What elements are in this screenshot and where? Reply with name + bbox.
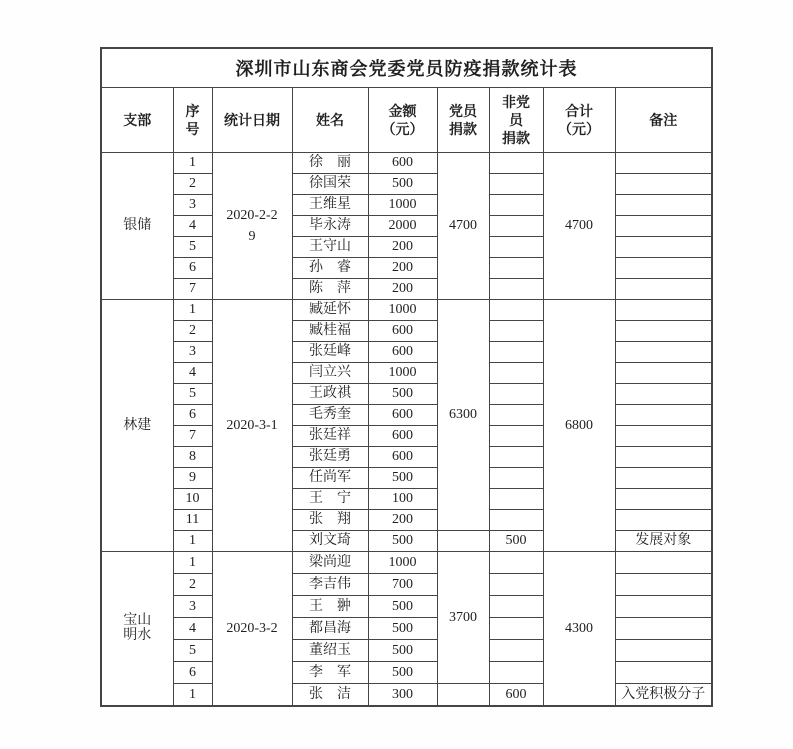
- col-header-non-party-donation: 非党 员 捐款: [489, 88, 543, 153]
- date-value: 2020-3-1: [226, 418, 278, 433]
- page-title: 深圳市山东商会党委党员防疫捐款统计表: [101, 48, 712, 88]
- col-header-name: 姓名: [292, 88, 368, 153]
- table-row: [101, 640, 712, 662]
- seq-cell: 4: [173, 363, 212, 384]
- amount-cell: 200: [368, 279, 437, 300]
- table-row: [101, 489, 712, 510]
- non-party-donation-cell: 500: [489, 531, 543, 552]
- donation-table: [100, 47, 713, 707]
- branch-cell: 银储: [101, 153, 173, 300]
- non-party-donation-cell: [489, 174, 543, 195]
- remark-cell: [615, 195, 712, 216]
- name-cell: 董绍玉: [292, 640, 368, 662]
- seq-cell: 6: [173, 258, 212, 279]
- branch-cell: 宝山 明水: [101, 552, 173, 706]
- col-header-branch: 支部: [101, 88, 173, 153]
- seq-cell: 11: [173, 510, 212, 531]
- remark-cell: [615, 468, 712, 489]
- seq-cell: 1: [173, 531, 212, 552]
- name-cell: 李吉伟: [292, 574, 368, 596]
- table-row: [101, 426, 712, 447]
- name-cell: 任尚军: [292, 468, 368, 489]
- party-donation-cell: [437, 684, 489, 706]
- table-row: [101, 237, 712, 258]
- table-row: [101, 531, 712, 552]
- seq-cell: 2: [173, 321, 212, 342]
- remark-cell: [615, 279, 712, 300]
- table-row: [101, 405, 712, 426]
- branch-cell: 林建: [101, 300, 173, 552]
- name-cell: 王维星: [292, 195, 368, 216]
- remark-cell: [615, 321, 712, 342]
- non-party-donation-cell: [489, 258, 543, 279]
- total-cell: 4300: [543, 552, 615, 706]
- amount-cell: 500: [368, 531, 437, 552]
- non-party-donation-cell: [489, 662, 543, 684]
- remark-cell: [615, 363, 712, 384]
- seq-cell: 1: [173, 153, 212, 174]
- col-header-date: 统计日期: [212, 88, 292, 153]
- non-party-donation-cell: [489, 489, 543, 510]
- title-row: [101, 48, 712, 88]
- party-donation-cell: 4700: [437, 153, 489, 300]
- seq-cell: 5: [173, 237, 212, 258]
- header-row: [101, 88, 712, 153]
- non-party-donation-cell: [489, 216, 543, 237]
- table-row: [101, 363, 712, 384]
- remark-cell: [615, 574, 712, 596]
- amount-cell: 500: [368, 384, 437, 405]
- seq-cell: 2: [173, 174, 212, 195]
- total-cell: 6800: [543, 300, 615, 552]
- name-cell: 徐 丽: [292, 153, 368, 174]
- name-cell: 孙 睿: [292, 258, 368, 279]
- non-party-donation-cell: [489, 342, 543, 363]
- col-header-remark: 备注: [615, 88, 712, 153]
- name-cell: 毛秀奎: [292, 405, 368, 426]
- table-row: [101, 384, 712, 405]
- remark-cell: [615, 174, 712, 195]
- amount-cell: 500: [368, 468, 437, 489]
- table-row: [101, 174, 712, 195]
- seq-cell: 5: [173, 640, 212, 662]
- seq-cell: 1: [173, 300, 212, 321]
- amount-cell: 500: [368, 662, 437, 684]
- remark-cell: [615, 447, 712, 468]
- remark-cell: [615, 510, 712, 531]
- table-row: [101, 596, 712, 618]
- remark-cell: [615, 405, 712, 426]
- amount-cell: 1000: [368, 552, 437, 574]
- amount-cell: 500: [368, 640, 437, 662]
- amount-cell: 300: [368, 684, 437, 706]
- table-row: [101, 468, 712, 489]
- amount-cell: 1000: [368, 195, 437, 216]
- table-row: [101, 510, 712, 531]
- non-party-donation-cell: [489, 468, 543, 489]
- amount-cell: 600: [368, 342, 437, 363]
- date-value: 2020-2-29: [226, 208, 278, 244]
- table-row: [101, 258, 712, 279]
- name-cell: 张 洁: [292, 684, 368, 706]
- table-row: [101, 552, 712, 574]
- seq-cell: 2: [173, 574, 212, 596]
- non-party-donation-cell: [489, 552, 543, 574]
- amount-cell: 600: [368, 447, 437, 468]
- amount-cell: 600: [368, 426, 437, 447]
- seq-cell: 6: [173, 405, 212, 426]
- total-cell: 4700: [543, 153, 615, 300]
- date-value: 2020-3-2: [226, 620, 278, 636]
- remark-cell: [615, 216, 712, 237]
- date-cell: [212, 153, 292, 300]
- table-row: [101, 662, 712, 684]
- party-donation-cell: 3700: [437, 552, 489, 684]
- amount-cell: 700: [368, 574, 437, 596]
- remark-cell: [615, 300, 712, 321]
- table-row: [101, 447, 712, 468]
- amount-cell: 500: [368, 618, 437, 640]
- non-party-donation-cell: [489, 384, 543, 405]
- name-cell: 王 宁: [292, 489, 368, 510]
- name-cell: 闫立兴: [292, 363, 368, 384]
- non-party-donation-cell: [489, 153, 543, 174]
- remark-cell: [615, 640, 712, 662]
- amount-cell: 600: [368, 321, 437, 342]
- seq-cell: 5: [173, 384, 212, 405]
- amount-cell: 500: [368, 596, 437, 618]
- name-cell: 徐国荣: [292, 174, 368, 195]
- col-header-seq: 序 号: [173, 88, 212, 153]
- col-header-total: 合计 （元）: [543, 88, 615, 153]
- remark-cell: [615, 342, 712, 363]
- seq-cell: 4: [173, 618, 212, 640]
- table-row: [101, 195, 712, 216]
- seq-cell: 1: [173, 552, 212, 574]
- non-party-donation-cell: [489, 640, 543, 662]
- name-cell: 臧桂福: [292, 321, 368, 342]
- non-party-donation-cell: [489, 447, 543, 468]
- non-party-donation-cell: [489, 279, 543, 300]
- party-donation-cell: 6300: [437, 300, 489, 531]
- remark-cell: [615, 662, 712, 684]
- amount-cell: 600: [368, 405, 437, 426]
- remark-cell: [615, 237, 712, 258]
- seq-cell: 1: [173, 684, 212, 706]
- date-cell: [212, 552, 292, 706]
- table-row: [101, 279, 712, 300]
- name-cell: 毕永涛: [292, 216, 368, 237]
- non-party-donation-cell: [489, 405, 543, 426]
- name-cell: 张廷勇: [292, 447, 368, 468]
- name-cell: 王守山: [292, 237, 368, 258]
- seq-cell: 3: [173, 195, 212, 216]
- remark-cell: [615, 384, 712, 405]
- amount-cell: 1000: [368, 300, 437, 321]
- amount-cell: 200: [368, 510, 437, 531]
- remark-cell: [615, 552, 712, 574]
- table-row: [101, 321, 712, 342]
- remark-cell: [615, 596, 712, 618]
- table-row: [101, 300, 712, 321]
- non-party-donation-cell: [489, 510, 543, 531]
- name-cell: 张廷祥: [292, 426, 368, 447]
- table-row: [101, 216, 712, 237]
- remark-cell: [615, 426, 712, 447]
- name-cell: 王政祺: [292, 384, 368, 405]
- seq-cell: 7: [173, 279, 212, 300]
- remark-cell: [615, 258, 712, 279]
- name-cell: 李 军: [292, 662, 368, 684]
- remark-cell: [615, 489, 712, 510]
- seq-cell: 6: [173, 662, 212, 684]
- table-row: [101, 153, 712, 174]
- amount-cell: 200: [368, 258, 437, 279]
- amount-cell: 1000: [368, 363, 437, 384]
- non-party-donation-cell: [489, 195, 543, 216]
- table-row: [101, 342, 712, 363]
- name-cell: 臧延怀: [292, 300, 368, 321]
- non-party-donation-cell: [489, 300, 543, 321]
- seq-cell: 3: [173, 342, 212, 363]
- name-cell: 张 翔: [292, 510, 368, 531]
- amount-cell: 100: [368, 489, 437, 510]
- seq-cell: 3: [173, 596, 212, 618]
- remark-cell: [615, 618, 712, 640]
- name-cell: 陈 萍: [292, 279, 368, 300]
- table-row: [101, 574, 712, 596]
- table-row: [101, 618, 712, 640]
- amount-cell: 200: [368, 237, 437, 258]
- amount-cell: 600: [368, 153, 437, 174]
- name-cell: 刘文琦: [292, 531, 368, 552]
- remark-cell: [615, 153, 712, 174]
- date-cell: [212, 300, 292, 552]
- col-header-amount: 金额 （元）: [368, 88, 437, 153]
- non-party-donation-cell: [489, 237, 543, 258]
- seq-cell: 10: [173, 489, 212, 510]
- table-row: [101, 684, 712, 706]
- seq-cell: 4: [173, 216, 212, 237]
- name-cell: 梁尚迎: [292, 552, 368, 574]
- non-party-donation-cell: [489, 596, 543, 618]
- seq-cell: 8: [173, 447, 212, 468]
- remark-cell: 入党积极分子: [615, 684, 712, 706]
- amount-cell: 2000: [368, 216, 437, 237]
- name-cell: 张廷峰: [292, 342, 368, 363]
- amount-cell: 500: [368, 174, 437, 195]
- non-party-donation-cell: [489, 574, 543, 596]
- col-header-party-donation: 党员 捐款: [437, 88, 489, 153]
- seq-cell: 9: [173, 468, 212, 489]
- seq-cell: 7: [173, 426, 212, 447]
- name-cell: 王 翀: [292, 596, 368, 618]
- non-party-donation-cell: [489, 618, 543, 640]
- name-cell: 都昌海: [292, 618, 368, 640]
- non-party-donation-cell: [489, 426, 543, 447]
- non-party-donation-cell: 600: [489, 684, 543, 706]
- party-donation-cell: [437, 531, 489, 552]
- non-party-donation-cell: [489, 363, 543, 384]
- non-party-donation-cell: [489, 321, 543, 342]
- remark-cell: 发展对象: [615, 531, 712, 552]
